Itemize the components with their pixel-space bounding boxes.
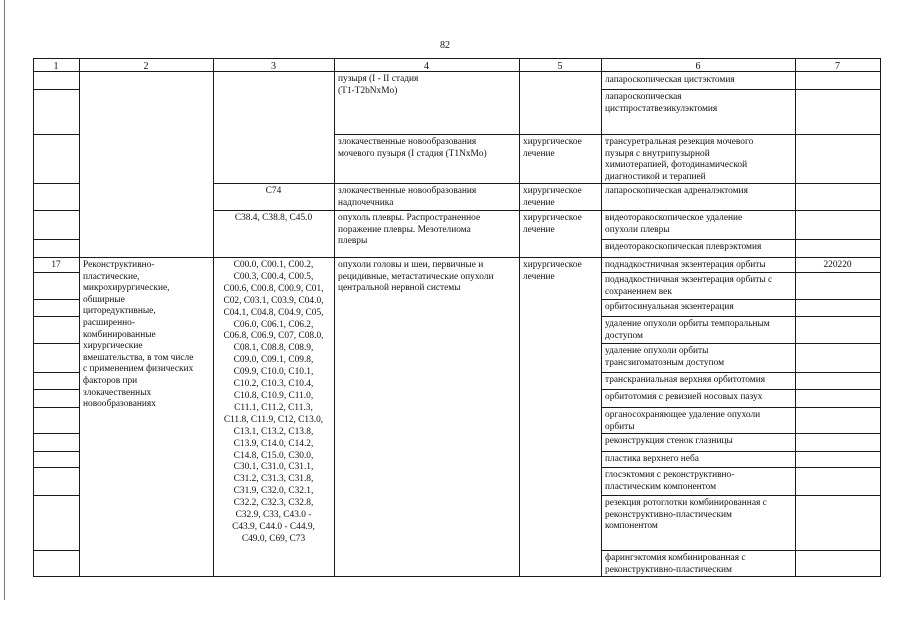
header-col-3: 3 [271,61,276,72]
adrenal-codes: C74 [265,186,282,196]
row-17-method-1: поднадкостничная экзентерация орбиты [605,260,766,270]
row-17-method-2: поднадкостничная экзентерация орбиты с сохранением век [605,275,773,297]
adrenal-treatment: хирургическое лечение [523,186,582,208]
row-17-group: Реконструктивно- пластические, микрохирургические, обширные циторедуктивные, расширенно- комбинированные хирургические вмешательства, в том числе с применением физических факторов при злокачественных новообразованиях [83,260,194,410]
cont-diagnosis: пузыря (I - II стадия (T1-T2bNxMo) [338,74,419,96]
row-17-method-10: пластика верхнего неба [605,454,699,464]
row-17-method-3: орбитосинуальная экзентерация [605,302,734,312]
header-col-2: 2 [143,61,149,72]
page-left-edge [4,0,5,600]
row-17-method-5: удаление опухоли орбиты трансзигоматозным доступом [605,346,725,368]
bladder-method: трансуретральная резекция мочевого пузыря с внутрипузырной химиотерапией, фотодинамической диагностикой и терапией [605,137,754,182]
row-17-codes: C00.0, C00.1, C00.2, C00.3, C00.4, C00.5, C00.6, C00.8, C00.9, C01, C02, C03.1, C03.9, C04.0, C04.1, C04.8, C04.9, C05, C06.0, C06.1, C06.2, C06.8, C06.9, C07, C08.0, C08.1, C08.8, C08.9, C09.0, C09.1, C09.8, C09.9, C10.0, C10.1, C10.2, C10.3, C10.4, C10.8, C10.9, C11.0, C11.1, C11.2, C11.3, C11.8, C11.9, C12, C13.0, C13.1, C13.2, C13.8, C13.9, C14.0, C14.2, C14.8, C15.0, C30.0, C30.1, C31.0, C31.1, C31.2, C31.3, C31.8, C31.9, C32.0, C32.1, C32.2, C32.3, C32.8, C32.9, C33, C43.0 - C43.9, C44.0 - C44.9, C49.0, C69, C73 [223,260,324,544]
header-col-5: 5 [557,61,563,72]
pleura-method-2: видеоторакоскопическая плеврэктомия [605,242,762,252]
row-17-method-12: резекция ротоглотки комбинированная с реконструктивно-пластическим компонентом [605,498,767,532]
row-17-method-4: удаление опухоли орбиты темпоральным доступом [605,319,770,341]
bladder-diagnosis: злокачественные новообразования мочевого пузыря (I стадия (T1NxMo) [338,137,487,159]
row-17-method-7: орбитотомия с ревизией носовых пазух [605,392,763,402]
row-17-method-9: реконструкция стенок глазницы [605,436,733,446]
pleura-method-1: видеоторакоскопическое удаление опухоли плевры [605,213,743,235]
row-17-method-8: органосохраняющее удаление опухоли орбиты [605,410,761,432]
row-17-method-13: фарингэктомия комбинированная с реконструктивно-пластическим [605,553,746,575]
header-col-4: 4 [424,61,429,72]
page-number: 82 [440,40,450,51]
row-17-number: 17 [51,260,61,270]
header-col-1: 1 [53,61,59,72]
adrenal-method: лапароскопическая адреналэктомия [605,186,748,196]
cont-method-2: лапароскопическая цистпростатвезикулэктомия [605,92,718,114]
pleura-treatment: хирургическое лечение [523,213,582,235]
header-col-6: 6 [695,61,701,72]
row-17-treatment: хирургическое лечение [523,260,582,282]
row-17-method-6: транскраниальная верхняя орбитотомия [605,375,766,385]
row-17-method-11: глосэктомия с реконструктивно- пластическим компонентом [605,470,735,492]
pleura-codes: C38.4, C38.8, C45.0 [234,213,313,223]
adrenal-diagnosis: злокачественные новообразования надпочечника [338,186,477,208]
row-17-diagnosis: опухоли головы и шеи, первичные и рецидивные, метастатические опухоли центральной нервной системы [338,260,494,294]
row-17-code: 220220 [823,260,852,270]
bladder-treatment: хирургическое лечение [523,137,582,159]
header-col-7: 7 [835,61,840,72]
cont-method-1: лапароскопическая цистэктомия [605,75,735,85]
pleura-diagnosis: опухоль плевры. Распространенное поражение плевры. Мезотелиома плевры [338,213,481,247]
